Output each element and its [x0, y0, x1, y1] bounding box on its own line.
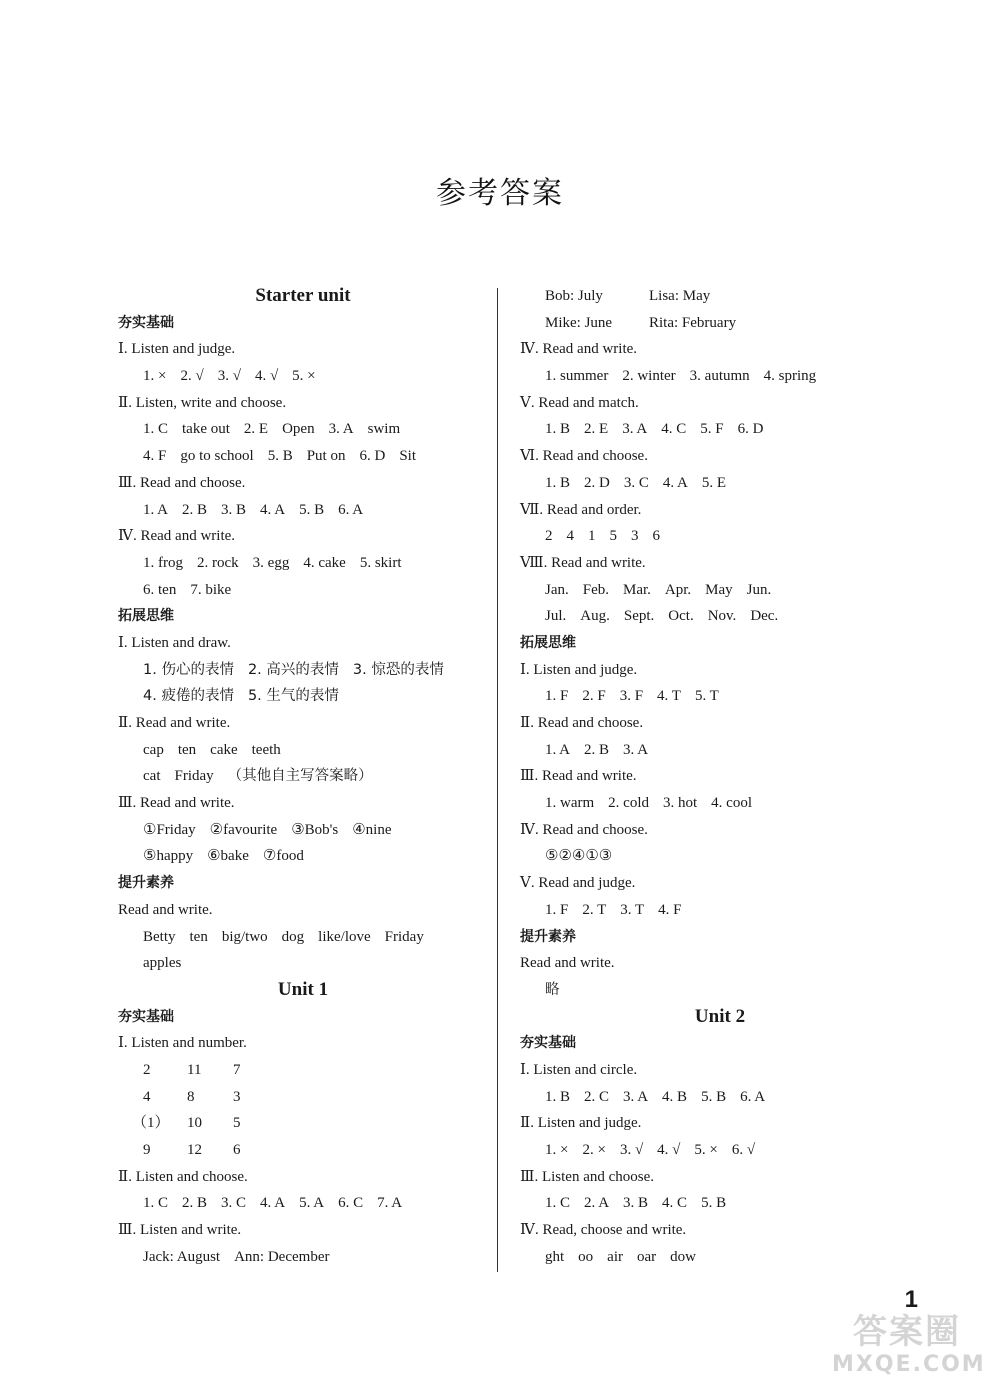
question-heading: Ⅴ. Read and match. [520, 394, 639, 411]
answer-line: 1. 伤心的表情 2. 高兴的表情 3. 惊恐的表情 [143, 661, 444, 678]
question-heading: Ⅰ. Listen and draw. [118, 634, 231, 651]
right-column [520, 283, 920, 1270]
answer-line: 1. A 2. B 3. B 4. A 5. B 6. A [143, 501, 364, 518]
answer-line: ⑤happy ⑥bake ⑦food [143, 848, 304, 865]
question-heading: Ⅱ. Read and write. [118, 715, 231, 731]
answer-line: 1. × 2. √ 3. √ 4. √ 5. × [143, 368, 316, 385]
answer-line: 1. frog 2. rock 3. egg 4. cake 5. skirt [143, 554, 402, 571]
section-heading: 提升素养 [520, 928, 576, 945]
answer-line: 1. B 2. E 3. A 4. C 5. F 6. D [545, 421, 764, 438]
column-divider [497, 288, 498, 1272]
section-heading: 夯实基础 [520, 1035, 576, 1052]
unit-heading: Starter unit [255, 285, 351, 306]
section-heading: 拓展思维 [118, 608, 174, 625]
answer-line: 1. warm 2. cold 3. hot 4. cool [545, 795, 752, 812]
answer-line: 1. C 2. A 3. B 4. C 5. B [545, 1195, 727, 1212]
page-number: 1 [904, 1286, 918, 1313]
question-heading: Ⅰ. Listen and number. [118, 1035, 247, 1052]
question-heading: Ⅱ. Read and choose. [520, 715, 644, 731]
watermark-logo-text: 答案圈 [853, 1312, 961, 1352]
question-heading: Ⅵ. Read and choose. [520, 448, 648, 465]
answer-line: （1） 10 5 [132, 1115, 241, 1132]
question-heading: Ⅴ. Read and judge. [520, 875, 636, 892]
question-heading: Ⅰ. Listen and circle. [520, 1061, 638, 1078]
unit-heading: Unit 2 [694, 1005, 746, 1027]
answer-line: 1. B 2. D 3. C 4. A 5. E [545, 474, 727, 491]
answer-line: ght oo air oar dow [545, 1248, 696, 1265]
question-heading: Ⅰ. Listen and judge. [520, 661, 638, 678]
answer-line: 4. 疲倦的表情 5. 生气的表情 [143, 688, 339, 705]
answer-line: Jul. Aug. Sept. Oct. Nov. Dec. [545, 608, 779, 625]
watermark-logo [832, 1312, 986, 1382]
answer-line: 1. B 2. C 3. A 4. B 5. B 6. A [545, 1088, 766, 1105]
question-heading: Ⅲ. Read and choose. [118, 474, 246, 491]
answer-line: ⑤②④①③ [545, 848, 613, 865]
section-heading: 提升素养 [118, 875, 174, 892]
answer-line: Jan. Feb. Mar. Apr. May Jun. [545, 581, 772, 598]
answer-line: 9 12 6 [143, 1142, 241, 1158]
question-heading: Ⅳ. Read and write. [520, 341, 638, 358]
answer-line: apples [143, 955, 182, 972]
question-heading: Ⅲ. Listen and choose. [520, 1168, 655, 1185]
question-heading: Ⅰ. Listen and judge. [118, 341, 236, 358]
answer-line: 1. summer 2. winter 3. autumn 4. spring [545, 368, 817, 385]
answer-line: Betty ten big/two dog like/love Friday [143, 928, 424, 945]
answer-line: 2 4 1 5 3 6 [545, 528, 660, 545]
question-heading: Ⅳ. Read and write. [118, 528, 236, 545]
answer-line: 2 11 7 [143, 1061, 241, 1078]
question-heading: Ⅲ. Read and write. [118, 795, 235, 812]
unit-heading: Unit 1 [277, 978, 329, 1000]
answer-line: cat Friday （其他自主写答案略） [143, 768, 373, 785]
question-heading: Ⅱ. Listen and judge. [520, 1115, 642, 1132]
answer-line: 1. × 2. × 3. √ 4. √ 5. × 6. √ [545, 1142, 756, 1158]
answer-line: 1. A 2. B 3. A [545, 741, 649, 758]
watermark-site-text: MXQE.COM [832, 1352, 986, 1377]
answer-line: 1. F 2. F 3. F 4. T 5. T [545, 688, 719, 705]
question-heading: Ⅳ. Read and choose. [520, 821, 648, 838]
answer-line: cap ten cake teeth [143, 741, 281, 758]
question-heading: Ⅲ. Read and write. [520, 768, 637, 785]
question-heading: Read and write. [520, 955, 615, 972]
page-title: 参考答案 [436, 176, 564, 211]
section-heading: 拓展思维 [520, 634, 576, 651]
answer-line: 6. ten 7. bike [143, 581, 232, 598]
question-heading: Ⅱ. Listen and choose. [118, 1168, 248, 1185]
question-heading: Ⅳ. Read, choose and write. [520, 1222, 687, 1239]
answer-line: 4. F go to school 5. B Put on 6. D Sit [143, 448, 416, 465]
question-heading: Ⅶ. Read and order. [520, 501, 642, 518]
section-heading: 夯实基础 [118, 314, 174, 331]
answer-line: Mike: June Rita: February [545, 314, 737, 331]
question-heading: Ⅱ. Listen, write and choose. [118, 394, 287, 411]
answer-line: 1. C 2. B 3. C 4. A 5. A 6. C 7. A [143, 1195, 403, 1212]
answer-line: Jack: August Ann: December [143, 1248, 330, 1265]
question-heading: Ⅲ. Listen and write. [118, 1222, 242, 1239]
answer-line: Bob: July Lisa: May [545, 288, 711, 304]
answer-line: 1. F 2. T 3. T 4. F [545, 901, 682, 918]
question-heading: Ⅷ. Read and write. [520, 554, 646, 571]
answer-line: ①Friday ②favourite ③Bob's ④nine [143, 821, 392, 838]
answer-line: 略 [545, 981, 560, 998]
section-heading: 夯实基础 [118, 1008, 174, 1025]
answer-line: 1. C take out 2. E Open 3. A swim [143, 421, 401, 438]
answer-line: 4 8 3 [143, 1088, 241, 1105]
left-column [118, 283, 488, 1270]
question-heading: Read and write. [118, 901, 213, 918]
